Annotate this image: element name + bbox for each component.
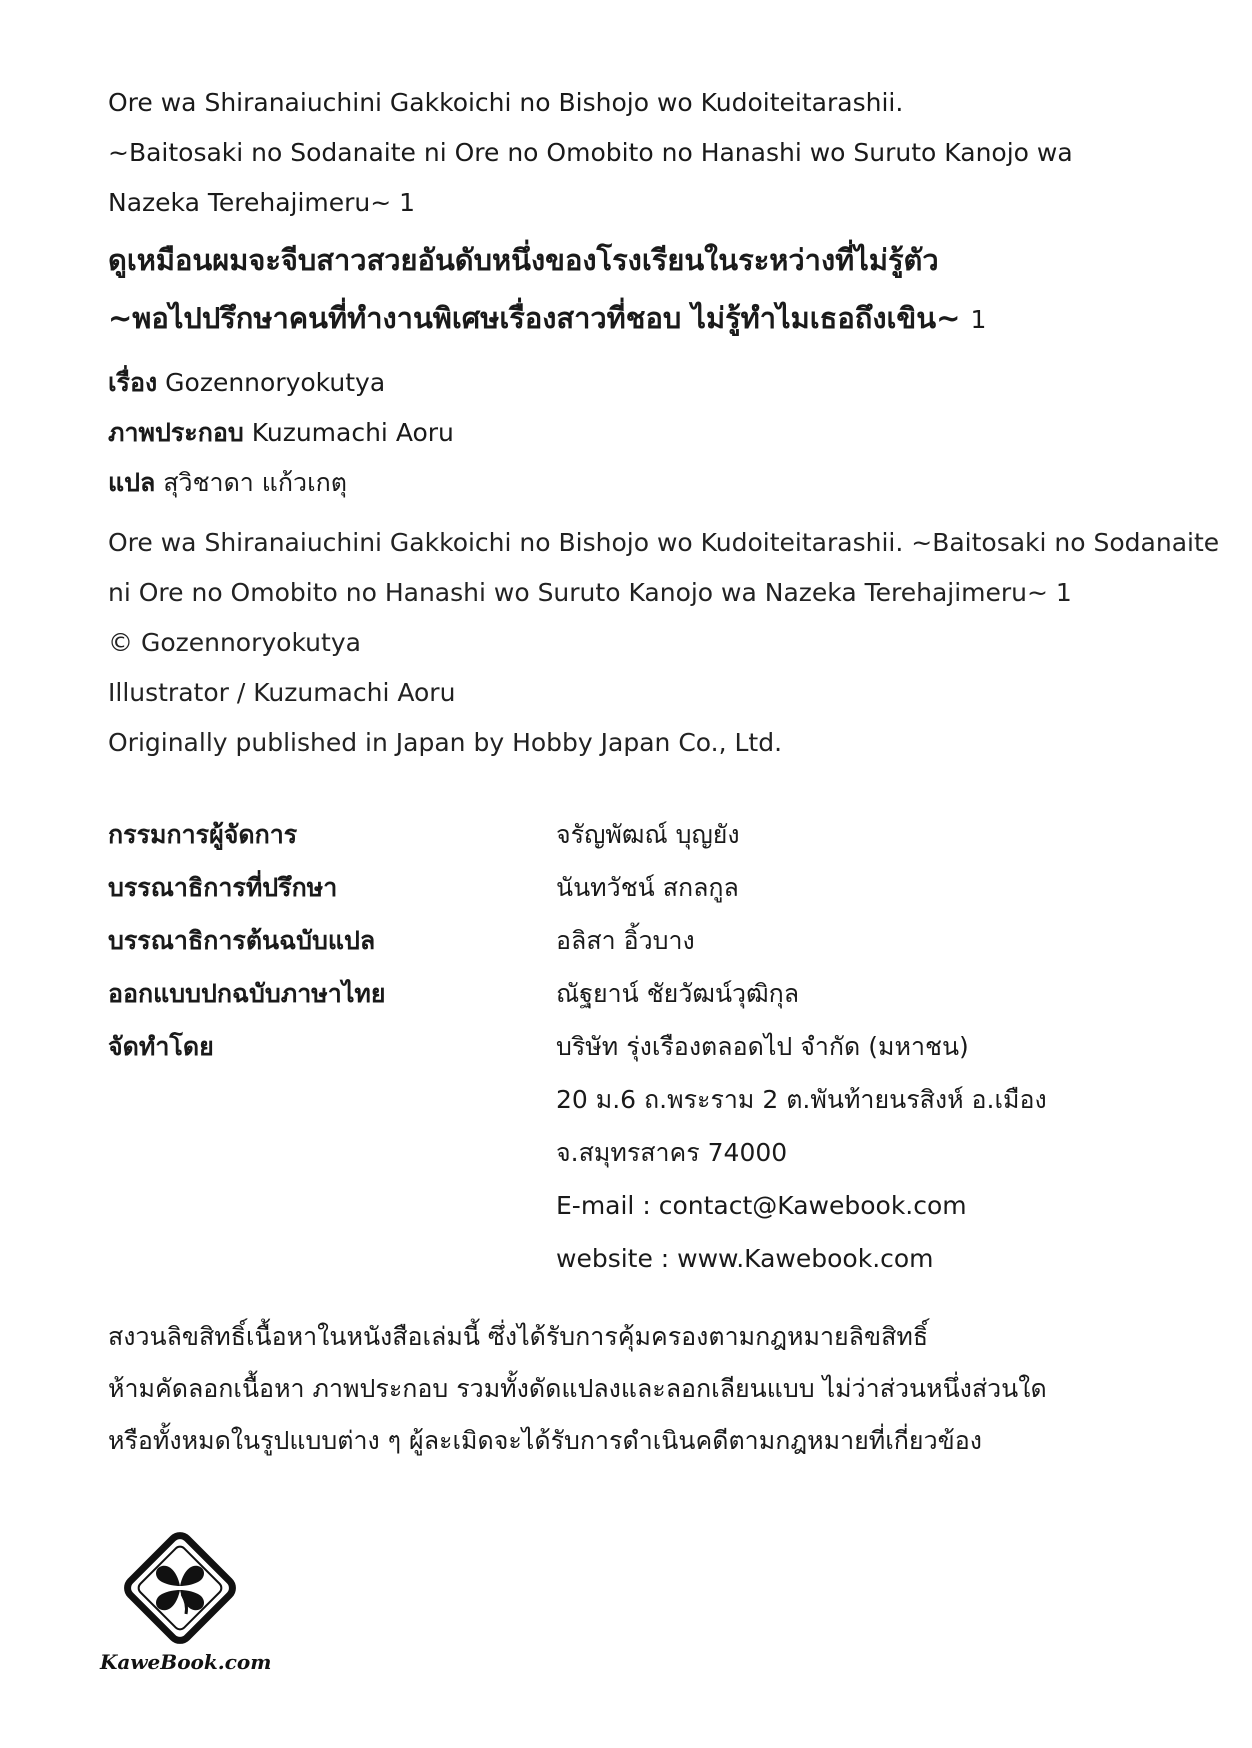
title-en-line: Ore wa Shiranaiuchini Gakkoichi no Bishojo wo Kudoiteitarashii. (108, 88, 904, 117)
credit-author (108, 358, 1148, 408)
staff-list (108, 808, 1148, 1285)
credit-label: แปล (108, 468, 156, 497)
rights-line: ห้ามคัดลอกเนื้อหา ภาพประกอบ รวมทั้งดัดแปลงและลอกเลียนแบบ ไม่ว่าส่วนหนึ่งส่วนใด (108, 1374, 1047, 1403)
credit-illustrator (108, 408, 1148, 458)
staff-row (108, 861, 1148, 914)
kawebook-logo (100, 1530, 272, 1680)
staff-row (108, 1073, 1148, 1126)
copyright-notice (108, 518, 1220, 768)
copyright-page (108, 78, 1220, 1467)
copyright-line: ni Ore no Omobito no Hanashi wo Suruto Kanojo wa Nazeka Terehajimeru~ 1 (108, 578, 1072, 607)
title-th-volume: 1 (970, 305, 987, 334)
staff-role (108, 1179, 556, 1232)
title-en-line: ~Baitosaki no Sodanaite ni Ore no Omobito no Hanashi wo Suruto Kanojo wa (108, 138, 1073, 167)
staff-role: บรรณาธิการที่ปรึกษา (108, 873, 338, 902)
copyright-line: Ore wa Shiranaiuchini Gakkoichi no Bishojo wo Kudoiteitarashii. ~Baitosaki no Sodanaite (108, 528, 1220, 557)
title-th-text: ~พอไปปรึกษาคนที่ทำงานพิเศษเรื่องสาวที่ชอบ ไม่รู้ทำไมเธอถึงเขิน~ (108, 301, 961, 335)
credits (108, 358, 1148, 508)
staff-role: จัดทำโดย (108, 1032, 214, 1061)
staff-role: บรรณาธิการต้นฉบับแปล (108, 926, 376, 955)
copyright-line: Illustrator / Kuzumachi Aoru (108, 678, 456, 707)
credit-value: สุวิชาดา แก้วเกตุ (163, 468, 347, 497)
logo-text: KaweBook.com (100, 1650, 272, 1674)
staff-email: E-mail : contact@Kawebook.com (556, 1191, 967, 1220)
title-thai (108, 234, 1148, 346)
staff-role: ออกแบบปกฉบับภาษาไทย (108, 979, 386, 1008)
title-th-line (108, 292, 1148, 346)
credit-label: เรื่อง (108, 368, 158, 397)
staff-row (108, 1126, 1148, 1179)
staff-row (108, 967, 1148, 1020)
title-en-line: Nazeka Terehajimeru~ 1 (108, 188, 416, 217)
staff-value: บริษัท รุ่งเรืองตลอดไป จำกัด (มหาชน) (556, 1032, 969, 1061)
title-th-line: ดูเหมือนผมจะจีบสาวสวยอันดับหนึ่งของโรงเรียนในระหว่างที่ไม่รู้ตัว (108, 243, 939, 277)
copyright-line: Originally published in Japan by Hobby Japan Co., Ltd. (108, 728, 783, 757)
staff-value: อลิสา อิ้วบาง (556, 926, 695, 955)
staff-value: จ.สมุทรสาคร 74000 (556, 1138, 788, 1167)
copyright-line: © Gozennoryokutya (108, 628, 361, 657)
staff-row (108, 1232, 1148, 1285)
rights-notice (108, 1311, 1148, 1467)
staff-value: ณัฐยาน์ ชัยวัฒน์วุฒิกุล (556, 979, 800, 1008)
credit-value: Gozennoryokutya (165, 368, 386, 397)
credit-value: Kuzumachi Aoru (251, 418, 454, 447)
staff-role: กรรมการผู้จัดการ (108, 820, 298, 849)
staff-role (108, 1232, 556, 1285)
staff-value: นันทวัชน์ สกลกูล (556, 873, 739, 902)
staff-value: จรัญพัฒณ์ บุญยัง (556, 820, 740, 849)
rights-line: สงวนลิขสิทธิ์เนื้อหาในหนังสือเล่มนี้ ซึ่งได้รับการคุ้มครองตามกฎหมายลิขสิทธิ์ (108, 1322, 929, 1351)
clover-diamond-icon (100, 1530, 260, 1650)
staff-website: website : www.Kawebook.com (556, 1244, 934, 1273)
staff-row (108, 914, 1148, 967)
staff-value: 20 ม.6 ถ.พระราม 2 ต.พันท้ายนรสิงห์ อ.เมือง (556, 1085, 1047, 1114)
title-english (108, 78, 1148, 228)
staff-role (108, 1126, 556, 1179)
staff-row (108, 1179, 1148, 1232)
credit-label: ภาพประกอบ (108, 418, 244, 447)
staff-row (108, 1020, 1148, 1073)
credit-translator (108, 458, 1148, 508)
staff-role (108, 1073, 556, 1126)
staff-row (108, 808, 1148, 861)
rights-line: หรือทั้งหมดในรูปแบบต่าง ๆ ผู้ละเมิดจะได้รับการดำเนินคดีตามกฎหมายที่เกี่ยวข้อง (108, 1426, 982, 1455)
